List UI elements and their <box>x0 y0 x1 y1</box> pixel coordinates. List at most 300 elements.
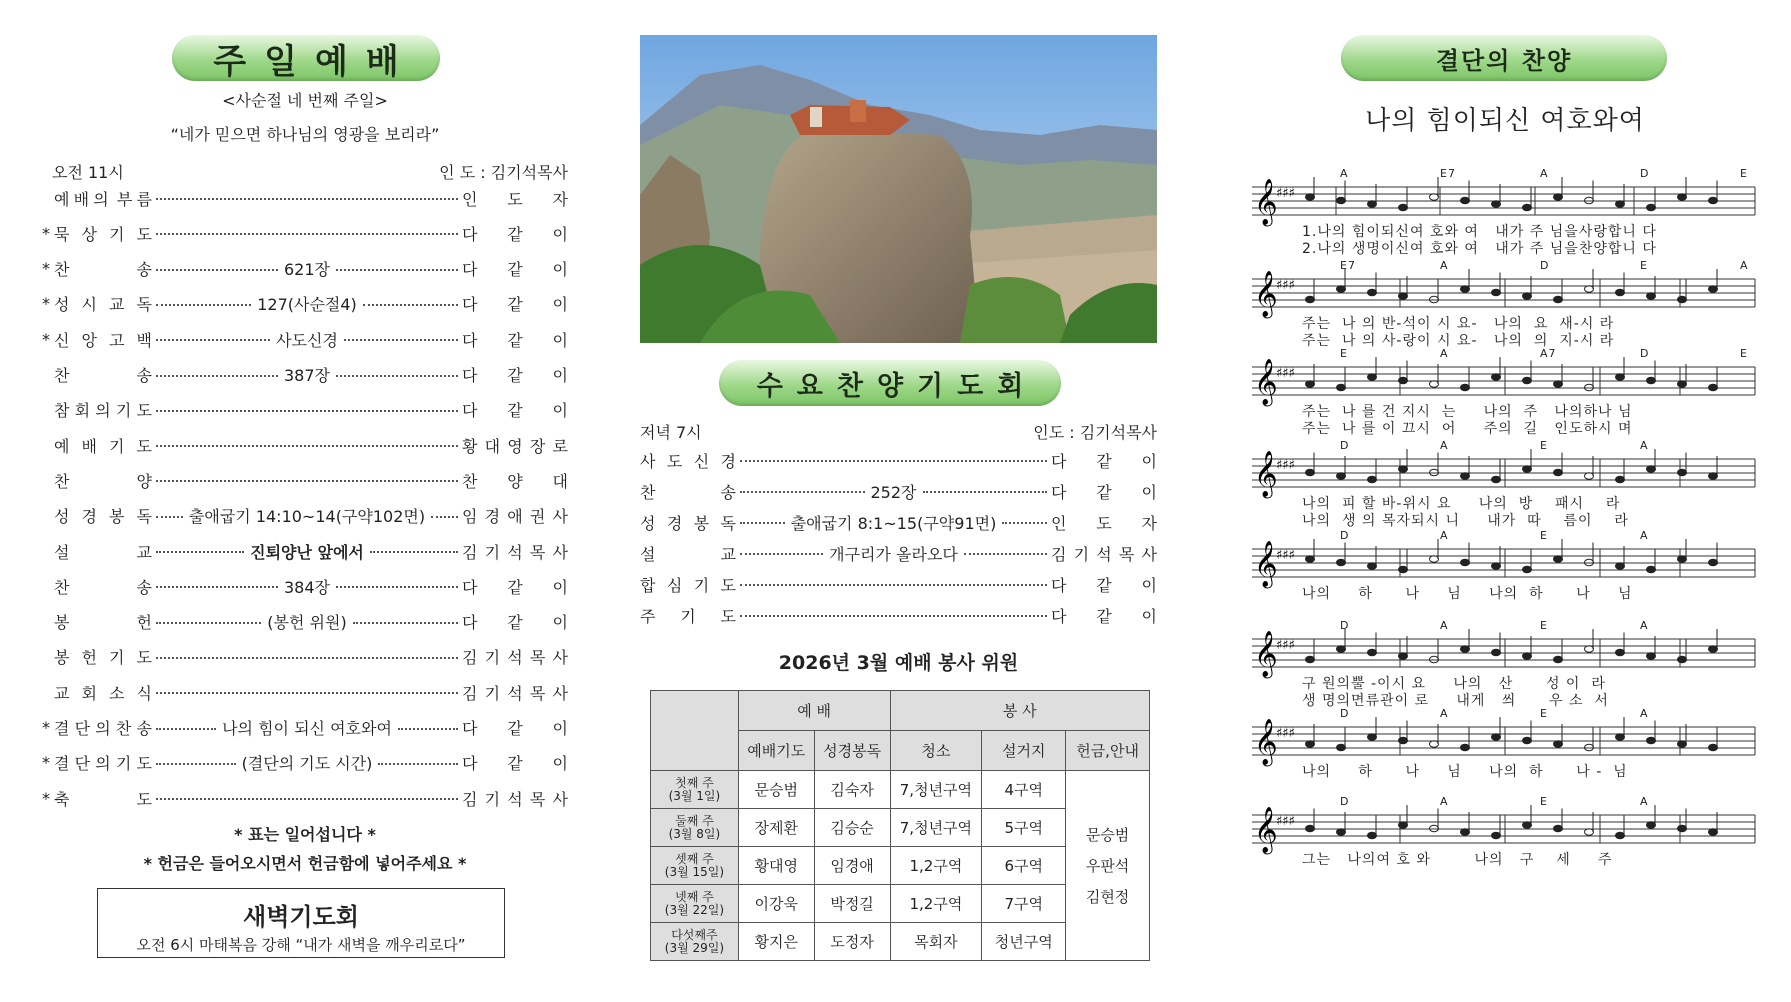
chord-symbol: D <box>1540 259 1550 272</box>
chord-symbol: D <box>1340 795 1350 808</box>
chord-symbol: E <box>1540 619 1548 632</box>
chord-symbol: D <box>1340 619 1350 632</box>
duty-dish: 7구역 <box>982 885 1066 923</box>
order-person-char: 사 <box>552 507 568 527</box>
dawn-prayer-text: 오전 6시 마태복음 강해 “내가 새벽을 깨우리로다” <box>136 936 466 954</box>
order-label <box>54 575 152 598</box>
duty-week-date: (3월 29일) <box>664 940 725 955</box>
order-label-char: 봉 <box>693 513 710 533</box>
duty-week-label: 넷째 주 <box>675 889 714 904</box>
duty-week <box>651 923 739 961</box>
note-head <box>1523 653 1532 660</box>
order-label-char: 단 <box>74 754 91 774</box>
key-signature-icon: ♯♯♯ <box>1276 814 1295 829</box>
note-head <box>1709 197 1718 204</box>
order-detail: (봉헌 위원) <box>267 613 347 633</box>
chord-symbol: D <box>1340 707 1350 720</box>
order-person-char: 다 <box>1051 482 1067 502</box>
chord-symbol: D <box>1340 439 1350 452</box>
chord-symbol: E <box>1640 259 1648 272</box>
duty-pray: 황대영 <box>738 847 814 885</box>
order-person-char: 석 <box>507 648 523 668</box>
note-head <box>1616 649 1625 656</box>
order-person <box>462 504 568 527</box>
key-signature-icon: ♯♯♯ <box>1276 278 1295 293</box>
sunday-theme: “네가 믿으면 하나님의 영광을 보리라” <box>170 125 440 144</box>
note-head <box>1647 653 1656 660</box>
order-person <box>1051 542 1157 565</box>
order-label-char: 도 <box>666 451 683 471</box>
note-head <box>1616 476 1625 483</box>
lyric-line: 나의 하 나 님 나의 하 나 님 <box>1302 586 1633 602</box>
duty-dish: 청년구역 <box>982 923 1066 961</box>
order-label-char: 송 <box>720 482 736 502</box>
order-detail: 출애굽기 8:1~15(구약91면) <box>790 513 997 533</box>
note-head <box>1306 825 1315 832</box>
duty-read: 김숙자 <box>814 771 890 809</box>
order-label-char: 사 <box>640 451 656 471</box>
duty-clean: 7,청년구역 <box>890 771 982 809</box>
order-label-char: 합 <box>640 575 656 595</box>
note-head <box>1709 646 1718 653</box>
sunday-time: 오전 11시 <box>52 163 124 182</box>
order-person <box>462 257 568 280</box>
note-head <box>1430 381 1439 388</box>
order-label-char: 봉 <box>109 507 125 527</box>
note-head <box>1492 734 1501 741</box>
duty-offering-name: 문승범 <box>1085 826 1130 844</box>
order-row <box>42 324 568 354</box>
order-label-char: 송 <box>136 366 152 385</box>
order-person <box>462 645 568 668</box>
order-label-char: 경 <box>81 507 97 527</box>
treble-clef-icon: 𝄞 <box>1254 807 1278 853</box>
order-person-char: 다 <box>462 754 478 774</box>
sheet-music <box>1250 165 1770 945</box>
order-person <box>462 398 568 421</box>
note-head <box>1616 201 1625 208</box>
chord-symbol: A <box>1440 795 1449 808</box>
duty-dish: 6구역 <box>982 847 1066 885</box>
dotted-leader <box>156 196 458 200</box>
duty-offering-name: 우판석 <box>1085 857 1130 875</box>
duty-week <box>651 809 739 847</box>
duty-table-title: 2026년 3월 예배 봉사 위원 <box>778 652 1019 674</box>
chord-symbol: D <box>1640 347 1650 360</box>
order-person <box>462 434 568 457</box>
order-label-char: 축 <box>54 789 70 809</box>
chord-symbol: A <box>1440 439 1449 452</box>
order-row <box>640 507 1157 537</box>
order-label <box>640 573 736 596</box>
order-detail: 개구리가 올라오다 <box>829 544 958 564</box>
note-head <box>1554 556 1563 563</box>
order-label-char: 교 <box>109 295 125 315</box>
order-label <box>54 504 152 527</box>
note-head <box>1430 556 1439 563</box>
order-person-char: 다 <box>462 577 478 597</box>
order-person-char: 기 <box>484 542 501 562</box>
note-head <box>1337 646 1346 653</box>
order-label-char: 송 <box>136 719 152 738</box>
note-head <box>1523 822 1532 829</box>
order-person <box>1051 511 1157 534</box>
order-label-char: 신 <box>693 451 710 471</box>
order-label <box>640 542 736 565</box>
dotted-leader <box>156 796 458 800</box>
order-label-char: 소 <box>109 683 125 703</box>
order-detail: 출애굽기 14:10~14(구약102면) <box>188 507 426 527</box>
duty-pray: 황지은 <box>738 923 814 961</box>
order-label-char: 교 <box>720 544 736 564</box>
duty-col-clean: 청소 <box>890 731 982 771</box>
order-label-char: 도 <box>136 401 152 421</box>
order-person-char: 찬 <box>462 471 478 491</box>
order-person-char: 사 <box>552 683 568 703</box>
order-person-char: 권 <box>529 507 546 527</box>
key-signature-icon: ♯♯♯ <box>1276 548 1295 563</box>
note-head <box>1399 466 1408 473</box>
order-person-char: 이 <box>552 224 568 244</box>
note-head <box>1678 296 1687 303</box>
chord-symbol: A <box>1440 529 1449 542</box>
order-label-char: 독 <box>720 513 736 533</box>
order-person-char: 같 <box>507 295 523 315</box>
note-head <box>1492 476 1501 483</box>
treble-clef-icon: 𝄞 <box>1254 179 1278 225</box>
order-person-char: 기 <box>484 683 501 703</box>
duty-week <box>651 771 739 809</box>
order-label-char: 설 <box>54 542 70 562</box>
order-person-char: 다 <box>462 330 478 350</box>
note-head <box>1585 646 1594 653</box>
duty-col-offering: 헌금,안내 <box>1066 731 1150 771</box>
chord-symbol: A <box>1640 707 1649 720</box>
order-label-char: 양 <box>136 471 152 491</box>
order-person-char: 경 <box>484 507 501 527</box>
order-label-char: 결 <box>54 754 70 774</box>
note-head <box>1678 194 1687 201</box>
order-person-char: 김 <box>462 648 478 668</box>
order-person <box>462 716 568 739</box>
order-label <box>54 610 152 633</box>
lyric-line: 주는 나 의 사-랑이 시 요- 나의 의 지-시 라 <box>1302 333 1615 349</box>
order-label-char: 성 <box>54 507 70 527</box>
note-head <box>1461 829 1470 836</box>
order-label-char: 회 <box>74 401 91 421</box>
note-head <box>1616 289 1625 296</box>
key-signature-icon: ♯♯♯ <box>1276 458 1295 473</box>
note-head <box>1709 473 1718 480</box>
order-person <box>462 751 568 774</box>
order-label-char: 의 <box>95 401 111 421</box>
treble-clef-icon: 𝄞 <box>1254 451 1278 497</box>
lyric-line: 구 원의뿔 -이시 요 나의 산 성 이 라 <box>1302 676 1606 692</box>
order-row <box>640 600 1157 630</box>
order-label-char: 헌 <box>81 648 97 668</box>
key-signature-icon: ♯♯♯ <box>1276 726 1295 741</box>
order-person <box>462 187 568 210</box>
note-head <box>1399 566 1408 573</box>
note-head <box>1616 374 1625 381</box>
order-label-char: 심 <box>666 575 683 595</box>
note-head <box>1368 563 1377 570</box>
note-head <box>1399 653 1408 660</box>
chord-symbol: E <box>1740 167 1748 180</box>
note-head <box>1616 563 1625 570</box>
wednesday-time: 저녁 7시 <box>640 423 702 442</box>
chord-symbol: E <box>1740 347 1748 360</box>
wednesday-leader: 인도 : 김기석목사 <box>1033 423 1157 442</box>
dotted-leader <box>156 443 458 447</box>
order-person <box>1051 604 1157 627</box>
order-detail: 진퇴양난 앞에서 <box>250 542 364 562</box>
order-person-char: 같 <box>1096 451 1112 471</box>
order-person-char: 이 <box>552 295 568 315</box>
note-head <box>1647 377 1656 384</box>
note-head <box>1337 829 1346 836</box>
note-head <box>1492 649 1501 656</box>
dotted-leader <box>156 610 458 633</box>
treble-clef-icon: 𝄞 <box>1254 719 1278 765</box>
order-person-char: 다 <box>462 366 478 385</box>
order-person-char: 사 <box>1141 544 1157 564</box>
order-row <box>42 360 568 390</box>
duty-group-service: 봉 사 <box>890 691 1150 731</box>
order-label-char: 찬 <box>54 471 70 491</box>
order-label <box>54 222 152 245</box>
note-head <box>1337 744 1346 751</box>
dotted-leader <box>156 751 458 774</box>
duty-offering <box>1066 771 1150 961</box>
order-person-char: 김 <box>1051 544 1067 564</box>
order-person-char: 사 <box>552 542 568 562</box>
order-label-char: 기 <box>680 606 696 626</box>
order-person-char: 이 <box>1141 606 1157 626</box>
order-label-char: 교 <box>136 542 152 562</box>
order-person-char: 임 <box>462 507 478 527</box>
order-label-char: 예 <box>54 436 70 456</box>
order-person-char: 도 <box>507 189 523 209</box>
note-head <box>1399 737 1408 744</box>
order-label-char: 회 <box>81 683 97 703</box>
order-person-char: 같 <box>507 613 523 633</box>
order-person-char: 사 <box>552 789 568 809</box>
note-head <box>1461 473 1470 480</box>
duty-week-date: (3월 1일) <box>668 788 721 803</box>
chord-symbol: A <box>1640 619 1649 632</box>
note-head <box>1554 656 1563 663</box>
dawn-prayer-box <box>97 888 505 958</box>
order-label-char: 도 <box>720 575 736 595</box>
order-label-char: 성 <box>54 295 70 315</box>
sunday-meta <box>52 160 568 183</box>
note-head <box>1306 656 1315 663</box>
duty-read: 도정자 <box>814 923 890 961</box>
note-head <box>1585 286 1594 293</box>
order-label-char: 설 <box>640 544 656 564</box>
chord-symbol: D <box>1340 529 1350 542</box>
duty-week <box>651 847 739 885</box>
note-head <box>1709 744 1718 751</box>
note-head <box>1647 737 1656 744</box>
note-head <box>1461 384 1470 391</box>
duty-week-label: 첫째 주 <box>675 775 714 790</box>
order-label-char: 성 <box>640 513 656 533</box>
order-label-char: 송 <box>136 577 152 597</box>
order-person <box>462 328 568 351</box>
chord-symbol: E <box>1540 795 1548 808</box>
wednesday-service-title: 수요찬양기도회 <box>719 360 1061 406</box>
order-person <box>462 363 568 386</box>
order-person-char: 양 <box>507 471 523 491</box>
note-head <box>1647 466 1656 473</box>
chord-symbol: A <box>1640 439 1649 452</box>
monastery-photo <box>640 35 1157 343</box>
note-head <box>1337 473 1346 480</box>
order-row <box>640 538 1157 568</box>
order-label <box>54 434 152 457</box>
order-label-char: 헌 <box>136 613 152 633</box>
note-head <box>1306 381 1315 388</box>
order-row <box>42 430 568 460</box>
order-row <box>42 465 568 495</box>
note-head <box>1523 377 1532 384</box>
duty-week-label: 셋째 주 <box>675 851 714 866</box>
note-head <box>1523 293 1532 300</box>
duty-pray: 장제환 <box>738 809 814 847</box>
order-person-char: 다 <box>1051 451 1067 471</box>
note-head <box>1306 296 1315 303</box>
order-person-char: 석 <box>507 542 523 562</box>
duty-col-pray: 예배기도 <box>738 731 814 771</box>
order-person-char: 이 <box>552 754 568 774</box>
order-person-char: 김 <box>462 789 478 809</box>
staff-drawing <box>1250 165 1770 945</box>
note-head <box>1337 559 1346 566</box>
note-head <box>1678 381 1687 388</box>
order-label-char: 독 <box>136 295 152 315</box>
standing-mark: * <box>42 223 50 243</box>
dotted-leader <box>740 511 1047 534</box>
chord-symbol: A <box>1340 167 1349 180</box>
note-head <box>1554 825 1563 832</box>
note-head <box>1523 737 1532 744</box>
note-head <box>1492 201 1501 208</box>
note-head <box>1430 741 1439 748</box>
order-person-char: 목 <box>529 789 546 809</box>
order-label-char: 예 <box>54 189 70 209</box>
order-label-char: 시 <box>81 295 97 315</box>
treble-clef-icon: 𝄞 <box>1254 359 1278 405</box>
order-person-char: 같 <box>507 754 523 774</box>
chord-symbol: E <box>1540 707 1548 720</box>
dotted-leader <box>740 542 1047 565</box>
order-person-char: 이 <box>552 613 568 633</box>
chord-symbol: A <box>1440 259 1449 272</box>
note-head <box>1368 201 1377 208</box>
note-head <box>1306 741 1315 748</box>
order-detail: 사도신경 <box>276 330 338 350</box>
note-head <box>1461 197 1470 204</box>
note-head <box>1523 204 1532 211</box>
order-label-char: 찬 <box>54 366 70 385</box>
order-row <box>42 607 568 637</box>
order-label-char: 경 <box>720 451 736 471</box>
order-person-char: 같 <box>1096 482 1112 502</box>
order-label-char: 도 <box>136 436 152 456</box>
order-person-char: 같 <box>507 577 523 597</box>
order-person-char: 장 <box>529 436 546 456</box>
order-person-char: 황 <box>462 436 478 456</box>
note-head <box>1306 194 1315 201</box>
order-detail: 252장 <box>870 482 917 502</box>
chord-symbol: A <box>1440 619 1449 632</box>
order-person-char: 이 <box>552 719 568 738</box>
chord-symbol: E <box>1340 347 1348 360</box>
order-person <box>462 469 568 492</box>
offering-note: * 헌금은 들어오시면서 헌금함에 넣어주세요 * <box>143 854 467 873</box>
order-label <box>54 469 152 492</box>
order-row <box>42 748 568 778</box>
order-label-char: 주 <box>640 606 656 626</box>
order-label-char: 기 <box>109 224 125 244</box>
chord-symbol: D <box>1640 167 1650 180</box>
order-person-char: 다 <box>462 295 478 315</box>
order-label <box>54 787 152 810</box>
dotted-leader <box>156 328 458 351</box>
order-detail: 나의 힘이 되신 여호와여 <box>222 719 392 738</box>
order-person <box>462 575 568 598</box>
order-label-char: 봉 <box>54 613 70 633</box>
order-row <box>640 476 1157 506</box>
order-label-char: 상 <box>81 224 97 244</box>
dawn-prayer-title: 새벽기도회 <box>243 903 359 931</box>
order-label-char: 찬 <box>640 482 656 502</box>
order-row <box>42 642 568 672</box>
duty-col-dish: 설거지 <box>982 731 1066 771</box>
order-label-char: 의 <box>93 189 109 209</box>
note-head <box>1368 734 1377 741</box>
order-label-char: 기 <box>109 436 125 456</box>
dotted-leader <box>156 655 458 659</box>
order-person-char: 대 <box>484 436 501 456</box>
order-label-char: 도 <box>720 606 736 626</box>
dotted-leader <box>156 575 458 598</box>
note-head <box>1399 377 1408 384</box>
order-label-char: 배 <box>73 189 90 209</box>
duty-week-date: (3월 22일) <box>664 902 725 917</box>
order-person <box>462 787 568 810</box>
order-person-char: 사 <box>552 648 568 668</box>
order-label <box>640 449 736 472</box>
order-label-char: 찬 <box>115 719 132 738</box>
order-person-char: 목 <box>529 648 546 668</box>
order-person <box>462 681 568 704</box>
duty-offering-name: 김현정 <box>1085 888 1130 906</box>
note-head <box>1492 563 1501 570</box>
order-label <box>54 363 152 386</box>
note-head <box>1709 829 1718 836</box>
key-signature-icon: ♯♯♯ <box>1276 366 1295 381</box>
note-head <box>1368 649 1377 656</box>
dotted-leader <box>156 292 458 315</box>
order-person-char: 대 <box>552 471 568 491</box>
order-row <box>42 183 568 213</box>
chord-symbol: E <box>1540 529 1548 542</box>
order-person <box>462 292 568 315</box>
chord-symbol: A <box>1640 795 1649 808</box>
